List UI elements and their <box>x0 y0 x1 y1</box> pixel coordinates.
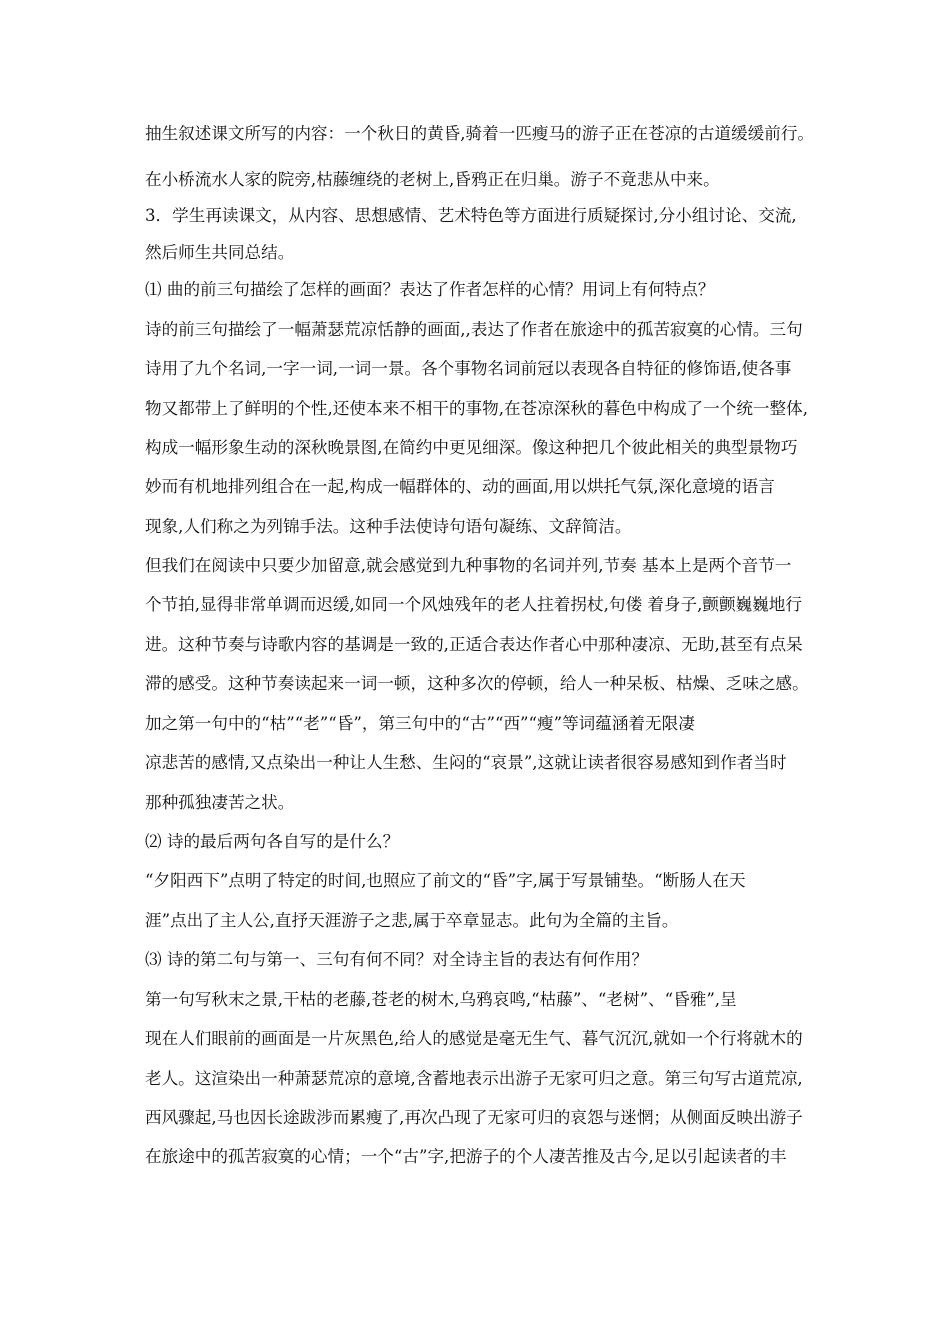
text-line-21: 涯”点出了主人公,直抒天涯游子之悲,属于卒章显志。此句为全篇的主旨。 <box>145 911 679 930</box>
text-line-15: 滞的感受。这种节奏读起来一词一顿，这种多次的停顿，给人一种呆板、枯燥、乏味之感。 <box>145 674 809 693</box>
text-line-12: 但我们在阅读中只要少加留意,就会感觉到九种事物的名词并列,节奏 基本上是两个音节一 <box>145 556 792 575</box>
text-line-6: 诗的前三句描绘了一幅萧瑟荒凉恬静的画面,,表达了作者在旅途中的孤苦寂寞的心情。三句 <box>145 320 803 339</box>
text-line-25: 老人。这渲染出一种萧瑟荒凉的意境,含蓄地表示出游子无家可归之意。第三句写古道荒凉, <box>145 1069 803 1088</box>
text-line-14: 进。这种节奏与诗歌内容的基调是一致的,正适合表达作者心中那种凄凉、无助,甚至有点呆 <box>145 635 803 654</box>
text-line-22: ⑶ 诗的第二句与第一、三句有何不同？对全诗主旨的表达有何作用？ <box>145 950 649 969</box>
text-line-10: 妙而有机地排列组合在一起,构成一幅群体的、动的画面,用以烘托气氛,深化意境的语言 <box>145 477 775 496</box>
text-line-20: “夕阳西下”点明了特定的时间,也照应了前文的“昏”字,属于写景铺垫。“断肠人在天 <box>145 871 746 890</box>
text-line-1: 抽生叙述课文所写的内容：一个秋日的黄昏,骑着一匹瘦马的游子正在苍凉的古道缓缓前行。 <box>145 124 815 143</box>
text-line-24: 现在人们眼前的画面是一片灰黑色,给人的感觉是毫无生气、暮气沉沉,就如一个行将就木的 <box>145 1029 803 1048</box>
text-line-17: 凉悲苦的感情,又点染出一种让人生愁、生闷的“哀景”,这就让读者很容易感知到作者当时 <box>145 753 787 772</box>
text-line-27: 在旅途中的孤苦寂寞的心情；一个“古”字,把游子的个人凄苦推及古今,足以引起读者的丰 <box>145 1147 787 1166</box>
text-line-16: 加之第一句中的“枯”“老”“昏”，第三句中的“古”“西”“瘦”等词蕴涵着无限凄 <box>145 714 695 733</box>
text-line-11: 现象,人们称之为列锦手法。这种手法使诗句语句凝练、文辞简洁。 <box>145 517 632 536</box>
text-line-19: ⑵ 诗的最后两句各自写的是什么？ <box>145 832 400 851</box>
text-line-9: 构成一幅形象生动的深秋晚景图,在简约中更见细深。像这种把几个彼此相关的典型景物巧 <box>145 438 798 457</box>
text-line-23: 第一句写秋末之景,干枯的老藤,苍老的树木,乌鸦哀鸣,“枯藤”、“老树”、“昏雅”,呈 <box>145 990 737 1009</box>
text-line-7: 诗用了九个名词,一字一词,一词一景。各个事物名词前冠以表现各自特征的修饰语,使各事 <box>145 359 792 378</box>
text-line-3: 3．学生再读课文，从内容、思想感情、艺术特色等方面进行质疑探讨,分小组讨论、交流, <box>145 206 797 225</box>
text-line-8: 物又都带上了鲜明的个性,还使本来不相干的事物,在苍凉深秋的暮色中构成了一个统一整体, <box>145 399 808 418</box>
text-line-5: ⑴ 曲的前三句描绘了怎样的画面？表达了作者怎样的心情？用词上有何特点？ <box>145 280 715 299</box>
text-line-2: 在小桥流水人家的院旁,枯藤缠绕的老树上,昏鸦正在归巢。游子不竟悲从中来。 <box>145 170 720 189</box>
text-line-18: 那种孤独凄苦之状。 <box>145 793 295 812</box>
text-line-4: 然后师生共同总结。 <box>145 243 295 262</box>
text-line-26: 西风骤起,马也因长途跋涉而累瘦了,再次凸现了无家可归的哀怨与迷惘；从侧面反映出游子 <box>145 1108 803 1127</box>
text-line-13: 个节拍,显得非常单调而迟缓,如同一个风烛残年的老人拄着拐杖,句偻 着身子,颤颤巍巍地行 <box>145 595 802 614</box>
